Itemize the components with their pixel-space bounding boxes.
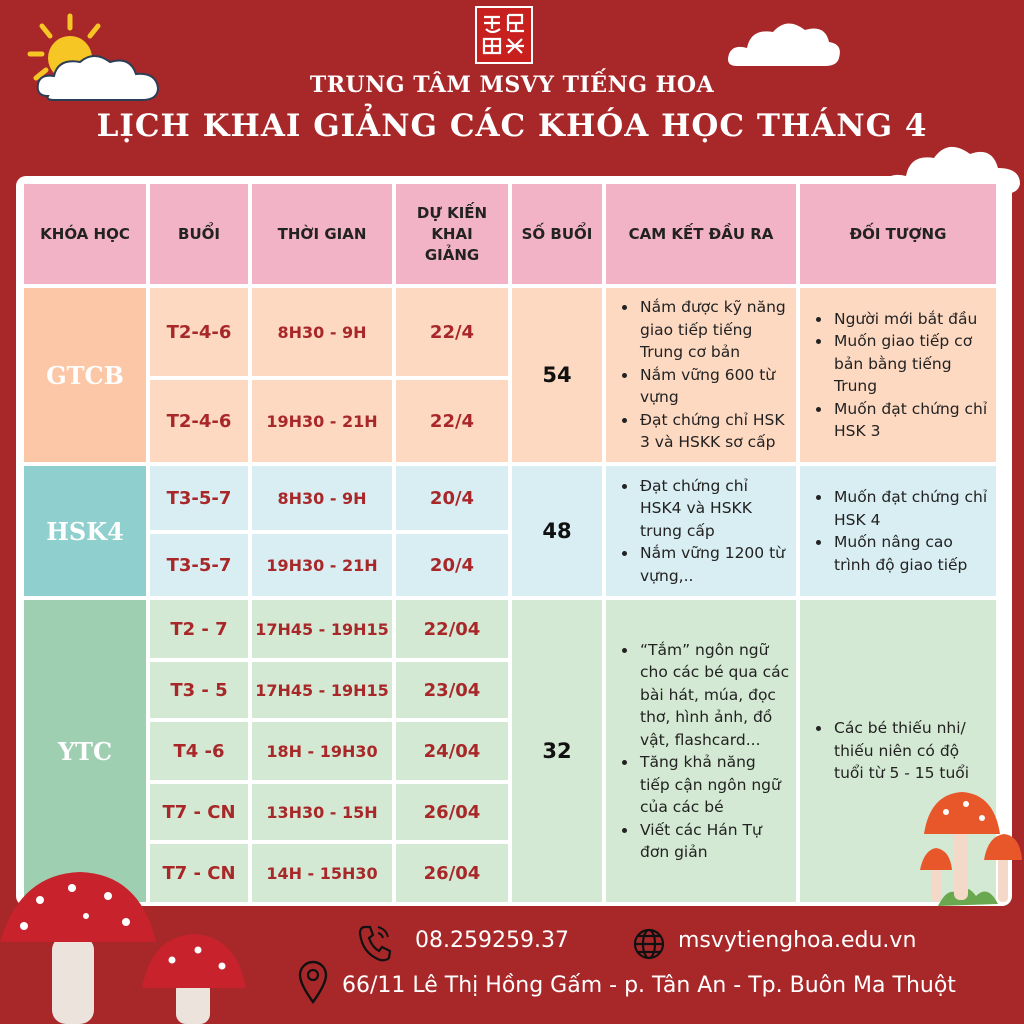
- course-days: T4 -6: [150, 722, 248, 780]
- column-header-days: BUỔI: [150, 184, 248, 284]
- course-audience: [800, 288, 996, 462]
- cloud-decoration-top: [725, 8, 845, 73]
- list-item: • Đạt chứng chỉ HSK 3 và HSKK sơ cấp: [638, 409, 790, 454]
- seal-logo: [475, 6, 533, 64]
- course-time: 14H - 15H30: [252, 844, 392, 902]
- course-outcomes: [606, 466, 796, 596]
- list-item: • Muốn đạt chứng chỉ HSK 4: [832, 486, 990, 531]
- course-time: 8H30 - 9H: [252, 466, 392, 530]
- course-start-date: 26/04: [396, 844, 508, 902]
- column-header-start-date: DỰ KIẾN KHAI GIẢNG: [396, 184, 508, 284]
- address-text: 66/11 Lê Thị Hồng Gấm - p. Tân An - Tp. Buôn Ma Thuột: [342, 973, 956, 998]
- course-time: 8H30 - 9H: [252, 288, 392, 376]
- course-start-date: 20/4: [396, 534, 508, 596]
- course-sessions: 48: [512, 466, 602, 596]
- course-name-gtcb: GTCB: [24, 288, 146, 462]
- course-start-date: 20/4: [396, 466, 508, 530]
- course-days: T2-4-6: [150, 380, 248, 462]
- list-item: • “Tắm” ngôn ngữ cho các bé qua các bài hát, múa, đọc thơ, hình ảnh, đồ vật, flashcard...: [638, 639, 790, 752]
- list-item: • Muốn giao tiếp cơ bản bằng tiếng Trung: [832, 330, 990, 398]
- course-outcomes: [606, 288, 796, 462]
- course-time: 18H - 19H30: [252, 722, 392, 780]
- course-days: T3 - 5: [150, 662, 248, 718]
- column-header-audience: ĐỐI TƯỢNG: [800, 184, 996, 284]
- course-name-hsk4: HSK4: [24, 466, 146, 596]
- course-start-date: 22/4: [396, 288, 508, 376]
- course-start-date: 22/04: [396, 600, 508, 658]
- column-header-time: THỜI GIAN: [252, 184, 392, 284]
- phone-number[interactable]: 08.259259.37: [415, 928, 569, 953]
- column-header-outcomes: CAM KẾT ĐẦU RA: [606, 184, 796, 284]
- globe-icon: [632, 927, 666, 961]
- list-item: • Nắm vững 600 từ vựng: [638, 364, 790, 409]
- mushroom-decoration-right: [918, 786, 1024, 910]
- course-days: T3-5-7: [150, 466, 248, 530]
- course-outcomes: [606, 600, 796, 902]
- phone-icon: [356, 923, 392, 963]
- mushroom-decoration-left: [0, 870, 250, 1024]
- schedule-table: [16, 176, 1012, 906]
- course-time: 19H30 - 21H: [252, 380, 392, 462]
- course-audience: [800, 466, 996, 596]
- list-item: • Tăng khả năng tiếp cận ngôn ngữ của các bé: [638, 751, 790, 819]
- list-item: • Viết các Hán Tự đơn giản: [638, 819, 790, 864]
- course-days: T3-5-7: [150, 534, 248, 596]
- list-item: • Nắm được kỹ năng giao tiếp tiếng Trung cơ bản: [638, 296, 790, 364]
- course-start-date: 24/04: [396, 722, 508, 780]
- list-item: • Người mới bắt đầu: [832, 308, 990, 331]
- course-start-date: 26/04: [396, 784, 508, 840]
- page-title: LỊCH KHAI GIẢNG CÁC KHÓA HỌC THÁNG 4: [96, 108, 928, 144]
- course-days: T2-4-6: [150, 288, 248, 376]
- course-name-ytc: YTC: [24, 600, 146, 902]
- list-item: • Đạt chứng chỉ HSK4 và HSKK trung cấp: [638, 475, 790, 543]
- list-item: • Nắm vững 1200 từ vựng,..: [638, 542, 790, 587]
- list-item: • Muốn nâng cao trình độ giao tiếp: [832, 531, 990, 576]
- list-item: • Muốn đạt chứng chỉ HSK 3: [832, 398, 990, 443]
- column-header-course: KHÓA HỌC: [24, 184, 146, 284]
- list-item: • Các bé thiếu nhi/ thiếu niên có độ tuổi từ 5 - 15 tuổi: [832, 717, 990, 785]
- course-time: 13H30 - 15H: [252, 784, 392, 840]
- course-start-date: 23/04: [396, 662, 508, 718]
- course-start-date: 22/4: [396, 380, 508, 462]
- course-time: 19H30 - 21H: [252, 534, 392, 596]
- organization-name: TRUNG TÂM MSVY TIẾNG HOA: [309, 72, 715, 98]
- course-days: T2 - 7: [150, 600, 248, 658]
- course-days: T7 - CN: [150, 844, 248, 902]
- course-days: T7 - CN: [150, 784, 248, 840]
- course-time: 17H45 - 19H15: [252, 662, 392, 718]
- column-header-sessions: SỐ BUỔI: [512, 184, 602, 284]
- course-sessions: 54: [512, 288, 602, 462]
- course-sessions: 32: [512, 600, 602, 902]
- course-time: 17H45 - 19H15: [252, 600, 392, 658]
- website-link[interactable]: msvytienghoa.edu.vn: [678, 928, 917, 953]
- location-icon: [296, 958, 330, 1006]
